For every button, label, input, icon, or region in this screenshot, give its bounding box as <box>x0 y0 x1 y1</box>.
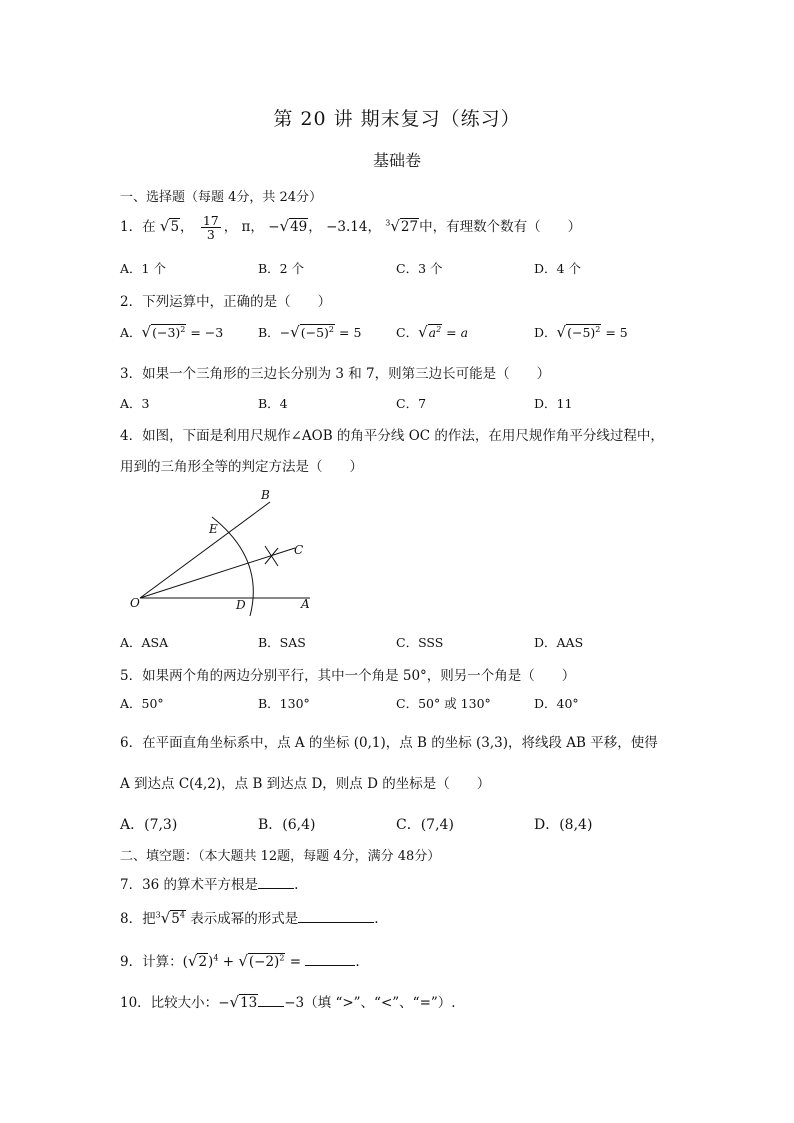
q4-option-c[interactable]: C．SSS <box>396 635 444 650</box>
question-7: 7．36 的算术平方根是 . <box>120 877 299 893</box>
label-d: D <box>236 598 246 612</box>
q5-option-b[interactable]: B．130° <box>258 696 310 711</box>
question-2: 2．下列运算中，正确的是（ ） <box>120 294 332 310</box>
ray-ob <box>140 502 270 598</box>
q7-answer-blank[interactable] <box>258 876 294 889</box>
q1-mid: 中，有理数个数有（ ） <box>419 219 582 236</box>
q5-option-c[interactable]: C．50° 或 130° <box>396 696 491 711</box>
q5-option-d[interactable]: D．40° <box>534 696 579 711</box>
q3-option-c[interactable]: C．7 <box>396 396 427 411</box>
arc-mark-2 <box>265 548 278 564</box>
question-1: 1．在 √5， $\frac{17}{3}$ ， π， −√49， −3.14， $^3$√27中，有理数个数有（ ） <box>120 213 582 243</box>
label-c: C <box>294 543 304 557</box>
q2-option-b[interactable]: B．$-√(-5)^2 = 5$ <box>258 323 362 341</box>
q1-prefix: 1．在 <box>120 219 156 236</box>
q1-cbrt27: 27 <box>400 219 419 236</box>
q9-answer-blank[interactable] <box>305 953 355 966</box>
q1-option-b[interactable]: B．2 个 <box>258 261 305 276</box>
q2-option-a[interactable]: A．$√(-3)^2 = -3$ <box>120 323 224 341</box>
q4-option-a[interactable]: A．ASA <box>120 635 169 650</box>
q5-option-a[interactable]: A．50° <box>120 696 164 711</box>
q3-option-d[interactable]: D．11 <box>534 396 573 411</box>
label-o: O <box>130 596 140 610</box>
q1-sqrt49: 49 <box>290 219 308 236</box>
q1-fraction: $\frac{17}{3}$ <box>202 213 219 243</box>
question-3: 3．如果一个三角形的三边长分别为 3 和 7，则第三边长可能是（ ） <box>120 366 551 382</box>
q1-sqrt5: 5 <box>170 219 180 236</box>
q4-option-b[interactable]: B．SAS <box>258 635 306 650</box>
question-4-line2: 用到的三角形全等的判定方法是（ ） <box>120 459 363 475</box>
q2-option-d[interactable]: D．$√(-5)^2 = 5$ <box>534 323 628 341</box>
q1-option-c[interactable]: C．3 个 <box>396 261 443 276</box>
label-a: A <box>301 597 310 611</box>
section-heading-choice: 一、选择题（每题 4分，共 24分） <box>120 190 323 205</box>
angle-bisector-figure <box>120 484 330 619</box>
q10-answer-blank[interactable] <box>258 994 284 1007</box>
label-e: E <box>209 522 218 536</box>
q1-option-a[interactable]: A．1 个 <box>120 261 166 276</box>
label-b: B <box>261 488 270 502</box>
question-6-line1: 6．在平面直角坐标系中，点 A 的坐标 (0,1)，点 B 的坐标 (3,3)，将线段 AB 平移，使得 <box>120 735 658 751</box>
q2-option-c[interactable]: C．$√a^2 = a$ <box>396 323 469 341</box>
q1-decimal: −3.14 <box>326 219 368 236</box>
page-subtitle: 基础卷 <box>372 151 421 170</box>
arc-ed <box>212 517 253 616</box>
q6-option-c[interactable]: C．(7,4) <box>396 817 454 833</box>
question-8: 8．把$^3√5^4$ 表示成幂的形式是 . <box>120 909 379 927</box>
section-heading-fill: 二、填空题：（本大题共 12题，每题 4分，满分 48分） <box>120 849 441 864</box>
question-5: 5．如果两个角的两边分别平行，其中一个角是 50°，则另一个角是（ ） <box>120 668 576 684</box>
q3-option-b[interactable]: B．4 <box>258 396 288 411</box>
q6-option-a[interactable]: A．(7,3) <box>120 817 178 833</box>
q1-pi: π <box>241 219 251 236</box>
q8-answer-blank[interactable] <box>298 910 374 923</box>
q6-option-b[interactable]: B．(6,4) <box>258 817 316 833</box>
question-10: 10．比较大小：−√13 −3（填 “>”、“<”、“=”）. <box>120 993 456 1011</box>
page-title: 第 20 讲 期末复习（练习） <box>273 108 521 130</box>
q4-option-d[interactable]: D．AAS <box>534 635 584 650</box>
question-9: 9．计算：$(√2)^4 + √(-2)^2$ = . <box>120 952 360 970</box>
question-6-line2: A 到达点 C(4,2)，点 B 到达点 D，则点 D 的坐标是（ ） <box>120 776 491 792</box>
question-4-line1: 4．如图，下面是利用尺规作∠AOB 的角平分线 OC 的作法，在用尺规作角平分线过程中， <box>120 428 664 444</box>
q1-option-d[interactable]: D．4 个 <box>534 261 581 276</box>
q3-option-a[interactable]: A．3 <box>120 396 150 411</box>
q6-option-d[interactable]: D．(8,4) <box>534 817 593 833</box>
